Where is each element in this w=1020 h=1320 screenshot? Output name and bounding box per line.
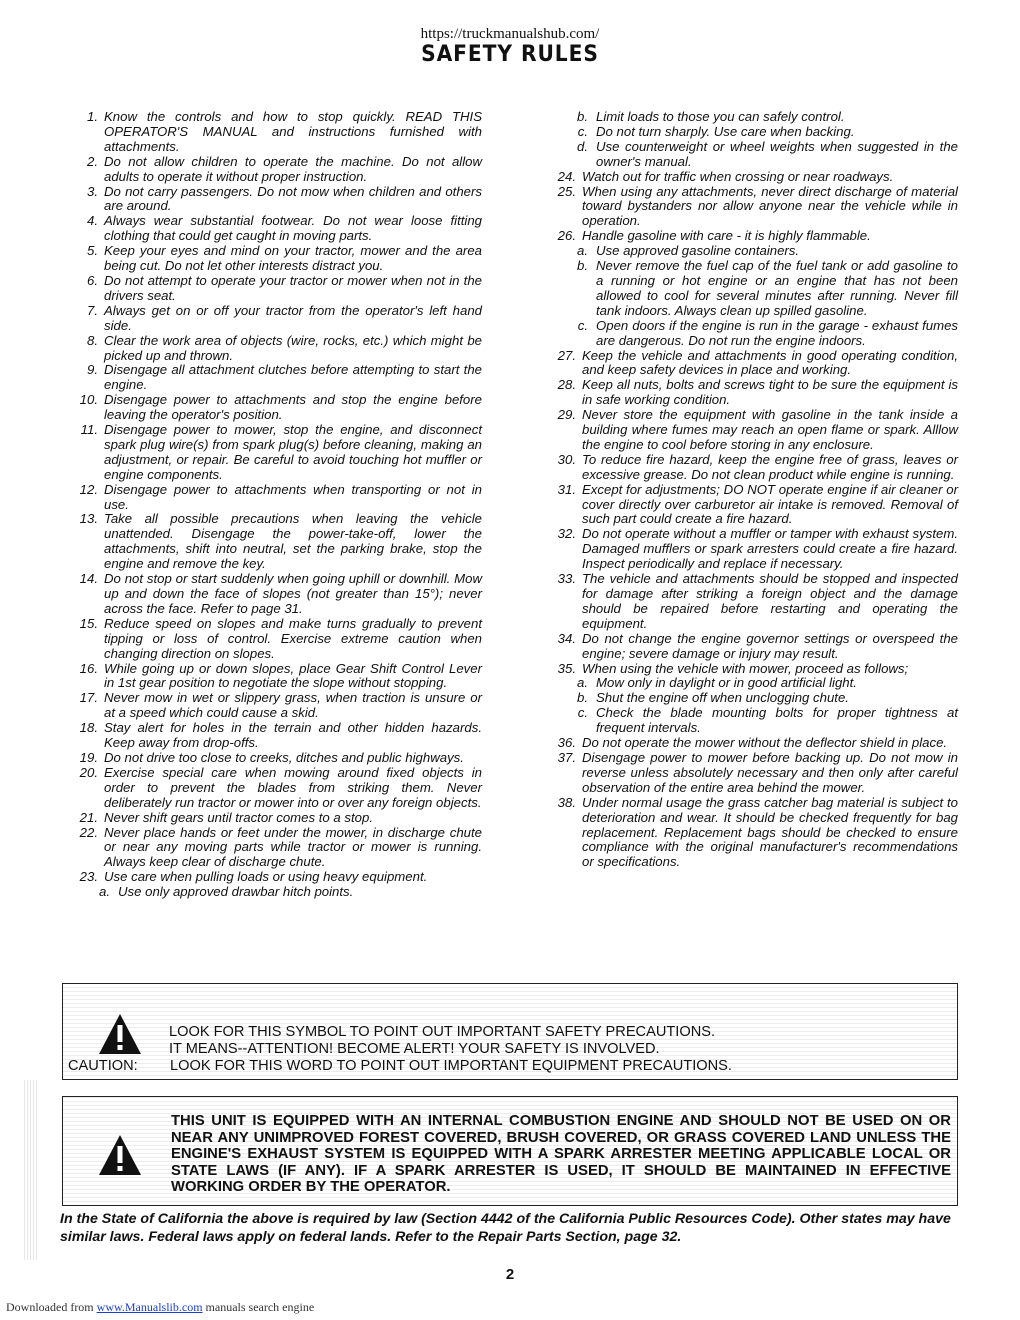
rule-item bbox=[548, 572, 958, 632]
rule-number: 30. bbox=[557, 451, 576, 467]
rule-item bbox=[548, 378, 958, 408]
scan-artifact bbox=[24, 1080, 38, 1260]
rule-item bbox=[548, 751, 958, 796]
rule-item bbox=[70, 617, 482, 662]
rule-subitem bbox=[70, 885, 482, 900]
caution-label: CAUTION: bbox=[68, 1058, 138, 1074]
rule-number: b. bbox=[577, 109, 588, 124]
rule-number: 3. bbox=[87, 183, 98, 199]
rule-item bbox=[70, 512, 482, 572]
rule-text: Know the controls and how to stop quickly. READ THIS OPERATOR'S MANUAL and instructions furnished with attachments. bbox=[104, 109, 482, 154]
rule-text: Use counterweight or wheel weights when suggested in the owner's manual. bbox=[596, 138, 958, 169]
rule-number: 18. bbox=[79, 720, 98, 736]
rule-text: Never mow in wet or slippery grass, when traction is unsure or at a speed which could cause a skid. bbox=[104, 690, 482, 721]
rule-text: Do not change the engine governor settings or overspeed the engine; severe damage or injury may result. bbox=[582, 630, 958, 661]
rule-item bbox=[70, 662, 482, 692]
rule-text: Limit loads to those you can safely control. bbox=[596, 109, 845, 124]
rule-item bbox=[70, 110, 482, 155]
rule-item bbox=[548, 170, 958, 185]
notice-line-3: LOOK FOR THIS WORD TO POINT OUT IMPORTANT EQUIPMENT PRECAUTIONS. bbox=[170, 1058, 732, 1074]
rule-number: 24. bbox=[557, 168, 576, 184]
rule-number: 12. bbox=[79, 481, 98, 497]
rule-subitem bbox=[548, 691, 958, 706]
manualslib-link[interactable]: www.Manualslib.com bbox=[96, 1300, 203, 1314]
rule-subitem bbox=[548, 319, 958, 349]
right-column bbox=[548, 110, 958, 870]
rule-text: Use only approved drawbar hitch points. bbox=[118, 884, 354, 900]
rule-number: 1. bbox=[87, 109, 98, 124]
rule-number: 29. bbox=[557, 407, 576, 423]
warning-triangle-icon bbox=[97, 1012, 143, 1056]
spark-arrester-notice bbox=[62, 1096, 958, 1206]
rule-item bbox=[70, 214, 482, 244]
rule-number: 8. bbox=[87, 332, 98, 348]
rule-text: Reduce speed on slopes and make turns gradually to prevent tipping or loss of control. Exercise extreme caution when changing direction on slopes. bbox=[104, 615, 482, 661]
rule-text: Keep all nuts, bolts and screws tight to be sure the equipment is in safe working condition. bbox=[582, 377, 958, 408]
rule-text: When using the vehicle with mower, proceed as follows; bbox=[582, 660, 909, 676]
rule-text: Mow only in daylight or in good artificial light. bbox=[596, 675, 857, 691]
rule-item bbox=[70, 483, 482, 513]
rule-item bbox=[548, 229, 958, 244]
rule-text: Do not drive too close to creeks, ditches and public highways. bbox=[104, 749, 464, 765]
footer-suffix: manuals search engine bbox=[202, 1300, 315, 1314]
rule-subitem bbox=[548, 140, 958, 170]
rule-item bbox=[70, 274, 482, 304]
rule-number: 11. bbox=[80, 422, 98, 438]
rule-number: b. bbox=[577, 690, 588, 706]
rule-number: 6. bbox=[87, 272, 98, 288]
rule-item bbox=[70, 423, 482, 483]
rule-subitem bbox=[548, 676, 958, 691]
rule-number: 10. bbox=[79, 392, 98, 408]
rule-number: 27. bbox=[557, 347, 576, 363]
rule-text: Do not stop or start suddenly when going uphill or downhill. Mow up and down the face of slopes (not greater than 15°); never across the face. Refer to page 31. bbox=[104, 571, 482, 616]
rule-text: The vehicle and attachments should be stopped and inspected for damage after striking a foreign object and the damage should be repaired before restarting and operating the equipment. bbox=[582, 571, 958, 631]
rule-item bbox=[70, 185, 482, 215]
rule-text: Use approved gasoline containers. bbox=[596, 243, 800, 259]
rule-text: Watch out for traffic when crossing or near roadways. bbox=[582, 168, 894, 184]
spark-arrester-text: THIS UNIT IS EQUIPPED WITH AN INTERNAL COMBUSTION ENGINE AND SHOULD NOT BE USED ON OR NEAR ANY UNIMPROVED FOREST COVERED, BRUSH COVERED, OR GRASS COVERED LAND UNLESS THE ENGINE'S EXHAUST SYSTEM IS EQUIPPED WITH A SPARK ARRESTER MEETING APPLICABLE LOCAL OR STATE LAWS (IF ANY). IF A SPARK ARRESTER IS USED, IT SHOULD BE MAINTAINED IN EFFECTIVE WORKING ORDER BY THE OPERATOR. bbox=[171, 1113, 951, 1196]
rule-subitem bbox=[548, 125, 958, 140]
rule-text: Do not carry passengers. Do not mow when children and others are around. bbox=[104, 183, 482, 214]
rule-text: Take all possible precautions when leaving the vehicle unattended. Disengage the power-take-off, lower the attachments, shift into neutral, set the parking brake, stop the engine and remove the key. bbox=[104, 511, 482, 572]
rule-text: When using any attachments, never direct discharge of material toward bystanders nor allow anyone near the vehicle while in operation. bbox=[582, 183, 958, 229]
rule-number: c. bbox=[577, 705, 588, 721]
rule-item bbox=[70, 691, 482, 721]
rule-text: Shut the engine off when unclogging chute. bbox=[596, 690, 849, 706]
rule-text: Clear the work area of objects (wire, rocks, etc.) which might be picked up and thrown. bbox=[104, 332, 482, 363]
rule-item bbox=[70, 334, 482, 364]
rule-text: Do not operate the mower without the deflector shield in place. bbox=[582, 735, 948, 751]
rule-item bbox=[70, 766, 482, 811]
rule-subitem bbox=[548, 110, 958, 125]
rule-item bbox=[70, 751, 482, 766]
rule-item bbox=[548, 662, 958, 677]
rule-item bbox=[548, 483, 958, 528]
rule-number: 20. bbox=[79, 764, 98, 780]
rule-item bbox=[70, 721, 482, 751]
rule-item bbox=[70, 811, 482, 826]
rule-number: 16. bbox=[79, 660, 98, 676]
rule-text: Exercise special care when mowing around fixed objects in order to prevent the blades from striking them. Never deliberately run tractor or mower into or over any foreign objects. bbox=[104, 764, 482, 810]
rule-number: c. bbox=[577, 123, 588, 139]
rule-text: Open doors if the engine is run in the garage - exhaust fumes are dangerous. Do not run the engine indoors. bbox=[596, 317, 958, 348]
warning-triangle-icon bbox=[97, 1133, 143, 1177]
notice-line-2: IT MEANS--ATTENTION! BECOME ALERT! YOUR SAFETY IS INVOLVED. bbox=[169, 1041, 660, 1057]
rule-text: Never place hands or feet under the mower, in discharge chute or near any moving parts while tractor or mower is running. Always keep clear of discharge chute. bbox=[104, 824, 482, 870]
rule-item bbox=[70, 304, 482, 334]
rule-number: 15. bbox=[79, 615, 98, 631]
left-column bbox=[70, 110, 482, 900]
rule-item bbox=[70, 870, 482, 885]
rule-text: Never remove the fuel cap of the fuel tank or add gasoline to a running or hot engine or an engine that has not been allowed to cool for several minutes after running. Never fill tank indoors. Always clean up spilled gasoline. bbox=[596, 258, 958, 318]
rule-text: Do not allow children to operate the machine. Do not allow adults to operate it without proper instruction. bbox=[104, 153, 482, 184]
rule-text: Under normal usage the grass catcher bag material is subject to deterioration and wear. It should be checked frequently for bag replacement. Replacement bags should be checked to ensure compliance with the original manufacturer's recommendations or specifications. bbox=[582, 794, 958, 870]
rule-text: Always wear substantial footwear. Do not wear loose fitting clothing that could get caught in moving parts. bbox=[104, 213, 482, 244]
rule-number: 36. bbox=[557, 735, 576, 751]
rule-text: Disengage power to mower, stop the engine, and disconnect spark plug wire(s) from spark plug(s) before cleaning, making an adjustment, or repair. Be careful to avoid touching hot muffler or engine components. bbox=[104, 422, 482, 482]
rule-number: 23. bbox=[79, 869, 98, 885]
rule-number: 7. bbox=[87, 302, 98, 318]
rule-subitem bbox=[548, 244, 958, 259]
rule-item bbox=[548, 408, 958, 453]
rule-number: 5. bbox=[87, 243, 98, 259]
rule-text: Do not turn sharply. Use care when backing. bbox=[596, 123, 855, 139]
rule-number: 38. bbox=[557, 794, 576, 810]
rule-text: Except for adjustments; DO NOT operate engine if air cleaner or cover directly over carburetor air intake is removed. Removal of such part could create a fire hazard. bbox=[582, 481, 958, 527]
rule-number: 33. bbox=[557, 571, 576, 587]
rule-number: 14. bbox=[79, 571, 98, 587]
rule-number: 26. bbox=[557, 228, 576, 244]
rule-text: Always get on or off your tractor from the operator's left hand side. bbox=[104, 302, 482, 333]
rule-number: 13. bbox=[79, 511, 98, 527]
footer-prefix: Downloaded from bbox=[6, 1300, 97, 1314]
rule-text: Do not operate without a muffler or tamper with exhaust system. Damaged mufflers or spark arresters could create a fire hazard. Inspect periodically and replace if necessary. bbox=[582, 526, 958, 572]
rule-text: Keep your eyes and mind on your tractor, mower and the area being cut. Do not let other interests distract you. bbox=[104, 243, 482, 274]
rule-item bbox=[548, 796, 958, 871]
rule-subitem bbox=[548, 259, 958, 319]
rule-text: Handle gasoline with care - it is highly flammable. bbox=[582, 228, 871, 244]
rule-text: While going up or down slopes, place Gear Shift Control Lever in 1st gear position to negotiate the slope without stopping. bbox=[104, 660, 482, 691]
rule-text: Never shift gears until tractor comes to a stop. bbox=[104, 809, 373, 825]
rule-number: 17. bbox=[79, 690, 98, 706]
rule-number: a. bbox=[577, 675, 588, 691]
rule-text: Do not attempt to operate your tractor or mower when not in the drivers seat. bbox=[104, 272, 482, 303]
rule-number: 34. bbox=[557, 630, 576, 646]
rule-text: To reduce fire hazard, keep the engine free of grass, leaves or excessive grease. Do not clean product while engine is running. bbox=[582, 451, 958, 482]
rule-text: Keep the vehicle and attachments in good operating condition, and keep safety devices in place and working. bbox=[582, 347, 958, 378]
rule-number: 37. bbox=[557, 749, 576, 765]
rule-number: 32. bbox=[557, 526, 576, 542]
rule-number: a. bbox=[99, 884, 110, 900]
rule-item bbox=[70, 363, 482, 393]
source-url[interactable]: https://truckmanualshub.com/ bbox=[420, 26, 600, 42]
rule-text: Disengage power to attachments and stop the engine before leaving the operator's position. bbox=[104, 392, 482, 423]
rule-item bbox=[70, 244, 482, 274]
rule-text: Never store the equipment with gasoline in the tank inside a building where fumes may reach an open flame or spark. Alllow the engine to cool before storing in any enclosure. bbox=[582, 407, 958, 452]
rule-item bbox=[70, 826, 482, 871]
rule-number: 2. bbox=[87, 153, 98, 169]
rule-number: 4. bbox=[87, 213, 98, 229]
rule-number: d. bbox=[577, 138, 588, 154]
rule-subitem bbox=[548, 706, 958, 736]
rule-number: 19. bbox=[79, 749, 98, 765]
rule-number: 25. bbox=[557, 183, 576, 199]
rule-text: Disengage power to attachments when transporting or not in use. bbox=[104, 481, 482, 512]
rule-item bbox=[70, 572, 482, 617]
rule-number: 35. bbox=[557, 660, 576, 676]
rule-text: Use care when pulling loads or using heavy equipment. bbox=[104, 869, 428, 885]
rule-item bbox=[70, 393, 482, 423]
rule-number: c. bbox=[577, 317, 588, 333]
rule-number: 21. bbox=[79, 809, 98, 825]
rule-item bbox=[548, 736, 958, 751]
page-title: SAFETY RULES bbox=[421, 42, 599, 67]
page-number: 2 bbox=[505, 1266, 515, 1283]
download-footer bbox=[6, 1300, 314, 1315]
rule-item bbox=[548, 185, 958, 230]
rule-text: Disengage all attachment clutches before attempting to start the engine. bbox=[104, 362, 482, 393]
rule-text: Disengage power to mower before backing up. Do not mow in reverse unless absolutely necessary and then only after careful observation of the entire area behind the mower. bbox=[582, 749, 958, 795]
rule-number: 9. bbox=[87, 362, 98, 378]
rule-item bbox=[548, 453, 958, 483]
rule-number: b. bbox=[577, 258, 588, 274]
rule-item bbox=[548, 349, 958, 379]
rule-number: a. bbox=[577, 243, 588, 259]
rule-number: 22. bbox=[79, 824, 98, 840]
california-law-note: In the State of California the above is required by law (Section 4442 of the California Public Resources Code). Other states may have similar laws. Federal laws apply on federal lands. Refer to the Repair Parts Section, page 32. bbox=[60, 1211, 951, 1245]
rule-item bbox=[548, 527, 958, 572]
rule-number: 28. bbox=[557, 377, 576, 393]
rule-text: Check the blade mounting bolts for proper tightness at frequent intervals. bbox=[596, 705, 958, 736]
rule-text: Stay alert for holes in the terrain and other hidden hazards. Keep away from drop-offs. bbox=[104, 720, 482, 751]
rule-number: 31. bbox=[557, 481, 576, 497]
notice-line-1: LOOK FOR THIS SYMBOL TO POINT OUT IMPORTANT SAFETY PRECAUTIONS. bbox=[169, 1024, 716, 1040]
rule-item bbox=[70, 155, 482, 185]
rule-item bbox=[548, 632, 958, 662]
